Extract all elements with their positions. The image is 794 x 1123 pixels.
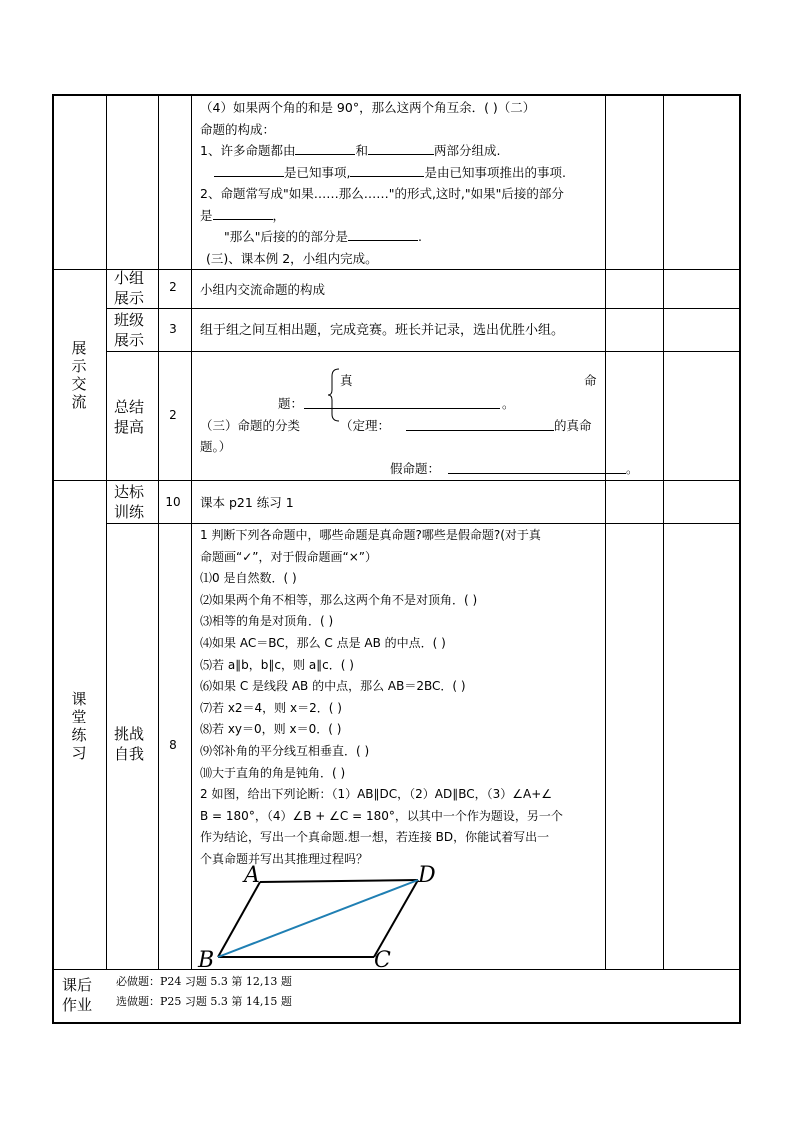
row-label-challenge: 挑战自我 xyxy=(113,725,144,763)
summary-content xyxy=(200,352,639,480)
label-d: D xyxy=(418,863,436,888)
challenge-line: ⑽大于直角的角是钝角．( ) xyxy=(200,765,346,780)
intro-line-1: （4）如果两个角的和是 90°，那么这两个角互余．( )（二） xyxy=(200,100,536,115)
summary-blank-1 xyxy=(304,396,500,409)
edge-ad xyxy=(260,880,418,882)
content-group-show: 小组内交流命题的构成 xyxy=(200,282,326,297)
edge-dc xyxy=(374,880,418,957)
label-a: A xyxy=(244,863,260,888)
intro-line-5: 2、命题常写成"如果……那么……"的形式,这时,"如果"后接的部分 xyxy=(200,186,564,201)
challenge-line: ⑹如果 C 是线段 AB 的中点，那么 AB＝2BC．( ) xyxy=(200,679,466,694)
intro-line-6: 是 ， xyxy=(200,207,286,223)
intro-line-4: 是已知事项, 是由已知事项推出的事项. xyxy=(200,162,602,184)
intro-content xyxy=(200,97,602,269)
challenge-line: B = 180°，（4）∠B + ∠C = 180°，以其中一个作为题设，另一个 xyxy=(200,808,563,823)
challenge-line: 个真命题并写出其推理过程吗？ xyxy=(200,851,369,866)
challenge-line: ⑷如果 AC＝BC，那么 C 点是 AB 的中点．( ) xyxy=(200,635,446,650)
minutes-group-show: 2 xyxy=(169,280,177,294)
summary-blank-2 xyxy=(406,418,554,431)
parallelogram-figure xyxy=(194,860,436,973)
label-b: B xyxy=(198,948,215,973)
intro-line-3: 1、许多命题都由 和 两部分组成. xyxy=(200,143,501,158)
intro-line-8: (三)、课本例 2，小组内完成。 xyxy=(206,250,378,266)
summary-blank-3 xyxy=(448,461,626,474)
challenge-line: 1 判断下列各命题中，哪些命题是真命题?哪些是假命题?(对于真 xyxy=(200,528,541,542)
lesson-table xyxy=(52,94,741,1024)
summary-jia-end: 。 xyxy=(626,461,639,476)
challenge-line: ⑴0 是自然数．( ) xyxy=(200,571,297,586)
content-class-show: 组于组之间互相出题，完成竞赛。班长并记录，选出优胜小组。 xyxy=(200,323,565,338)
row-label-group-show: 小组展示 xyxy=(113,269,144,307)
homework-content xyxy=(116,972,292,1012)
section-label-practice: 课堂练习 xyxy=(71,690,87,762)
row-label-target: 达标训练 xyxy=(113,483,144,521)
minutes-summary: 2 xyxy=(169,408,177,422)
homework-optional: 选做题：P25 习题 5.3 第 14,15 题 xyxy=(116,995,292,1008)
row-label-homework: 课后作业 xyxy=(61,976,92,1014)
challenge-content xyxy=(200,525,602,871)
summary-dingli: （定理： xyxy=(340,418,391,433)
brace-icon xyxy=(328,368,340,422)
minutes-class-show: 3 xyxy=(169,322,177,336)
summary-end-dot: 。 xyxy=(502,396,515,411)
challenge-line: ⑸若 a∥b，b∥c，则 a∥c．( ) xyxy=(200,657,354,672)
summary-ti-close: 题。） xyxy=(200,439,232,454)
challenge-line: ⑺若 x2＝4，则 x＝2．( ) xyxy=(200,700,342,715)
section-label-display: 展示交流 xyxy=(71,339,87,411)
summary-de-zhenming: 的真命 xyxy=(554,418,592,433)
row-label-class-show: 班级展示 xyxy=(113,311,144,349)
challenge-line: ⑻若 xy＝0，则 x＝0．( ) xyxy=(200,722,342,737)
homework-required: 必做题：P24 习题 5.3 第 12,13 题 xyxy=(116,975,292,988)
challenge-line: ⑼邻补角的平分线互相垂直．( ) xyxy=(200,743,370,758)
label-c: C xyxy=(374,948,391,973)
diagonal-bd xyxy=(218,880,418,957)
challenge-line: ⑵如果两个角不相等，那么这两个角不是对顶角．( ) xyxy=(200,592,478,607)
summary-ming: 命 xyxy=(584,373,597,388)
minutes-target: 10 xyxy=(165,495,181,509)
summary-zhen: 真 xyxy=(340,373,353,388)
intro-line-7: "那么"后接的的部分是 . xyxy=(224,229,422,244)
summary-jia: 假命题： xyxy=(390,461,441,476)
challenge-line: ⑶相等的角是对顶角．( ) xyxy=(200,614,334,629)
content-target: 课本 p21 练习 1 xyxy=(200,495,294,510)
challenge-line: 命题画“✓”，对于假命题画“×”） xyxy=(200,549,377,564)
summary-ti: 题： xyxy=(278,396,304,411)
row-label-summary: 总结提高 xyxy=(113,398,144,436)
challenge-line: 作为结论，写出一个真命题.想一想，若连接 BD，你能试着写出一 xyxy=(200,830,550,845)
challenge-line: 2 如图，给出下列论断：（1）AB∥DC，（2）AD∥BC，（3）∠A+∠ xyxy=(200,787,553,802)
intro-line-2: 命题的构成： xyxy=(200,121,276,137)
edge-ab xyxy=(218,882,260,957)
summary-category: （三）命题的分类 xyxy=(200,418,301,433)
minutes-challenge: 8 xyxy=(169,738,177,752)
